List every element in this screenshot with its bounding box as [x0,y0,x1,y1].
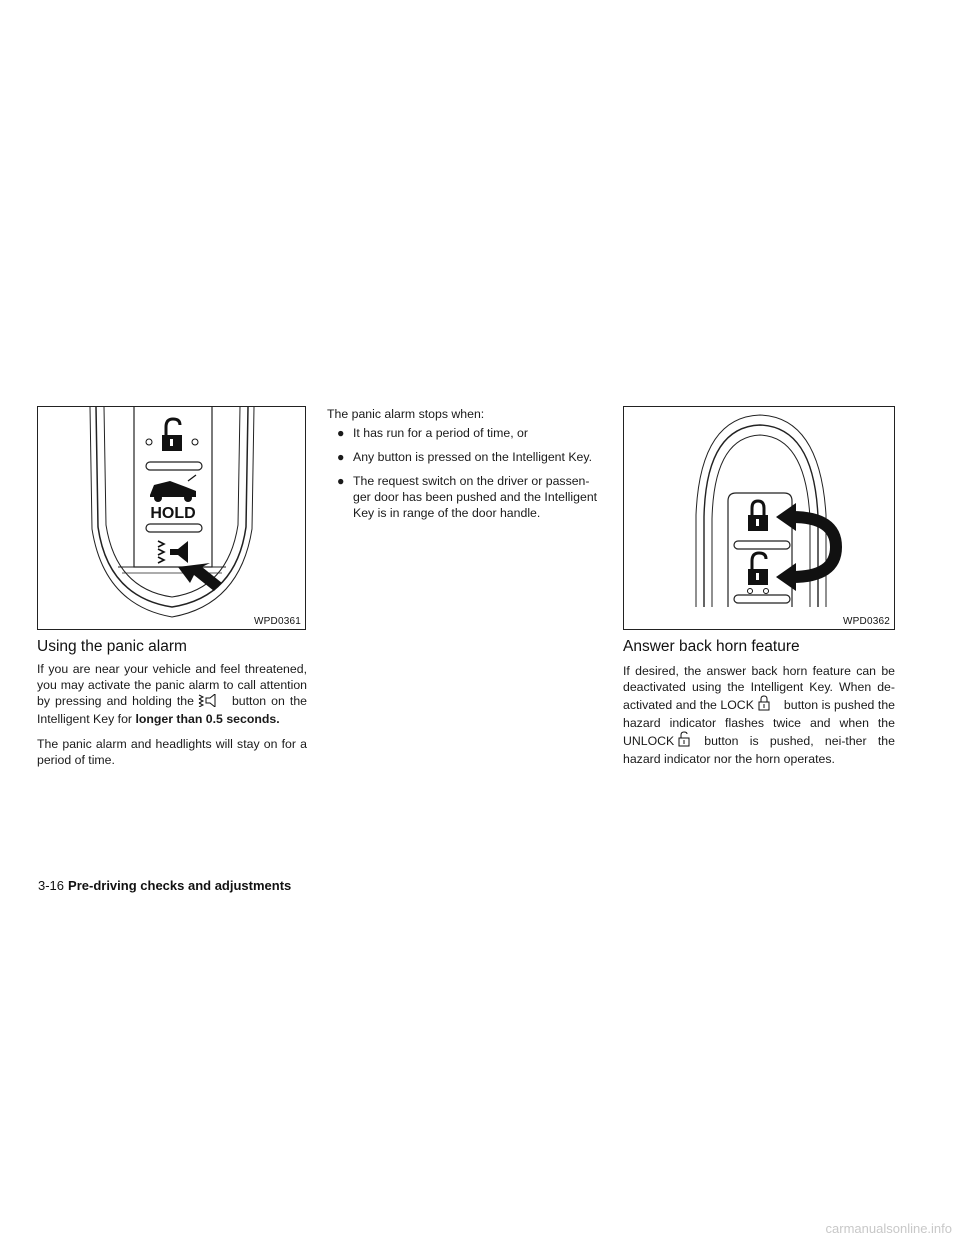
key-fob-illustration [624,407,896,631]
unlock-icon [748,553,768,585]
figure-answer-back-key [623,406,895,630]
section-title: Pre-driving checks and adjustments [68,878,292,893]
unlock-icon [162,419,182,451]
cycle-arrow-icon [776,503,836,591]
list-item: ● Any button is pressed on the Intelligent Key. [337,450,593,464]
page-number: 3-16 [38,878,65,893]
figure-panic-key [37,406,306,630]
page-footer [38,878,291,893]
lock-icon [748,501,768,531]
panic-duration: longer than 0.5 seconds. [135,712,280,726]
panic-horn-icon [198,694,218,711]
trunk-icon [150,475,196,502]
panic-horn-icon [158,541,188,563]
key-fob-illustration [38,407,307,631]
stops-list [327,425,605,529]
answer-heading: Answer back horn feature [623,638,800,655]
watermark: carmanualsonline.info [825,1221,952,1236]
panic-paragraph-2: The panic alarm and headlights will stay on for a period of time. [37,737,307,767]
list-item: ● It has run for a period of time, or [337,426,528,440]
unlock-icon [678,731,690,751]
answer-body [623,663,895,776]
lock-icon [758,695,770,715]
panic-body [37,661,307,777]
figure-code: WPD0362 [843,616,890,627]
list-item: ● The request switch on the driver or passen-ger door has been pushed and the Intelligent Key is in range of the door handle. [337,474,598,520]
panic-paragraph-1: If you are near your vehicle and feel threatened, you may activate the panic alarm to call attention by pressing and holding the button on the Intelligent Key for longer than 0.5 seconds. [37,662,307,726]
answer-paragraph: If desired, the answer back horn feature can be deactivated using the Intelligent Key. When de-activated and the LOCK button is pushed the hazard indicator flashes twice and when the UNLOCK button is pushed, nei-ther the hazard indicator nor the horn operates. [623,664,895,766]
hold-label: HOLD [150,505,196,522]
stops-intro: The panic alarm stops when: [327,407,485,421]
figure-code: WPD0361 [254,616,301,627]
panic-heading: Using the panic alarm [37,638,187,655]
